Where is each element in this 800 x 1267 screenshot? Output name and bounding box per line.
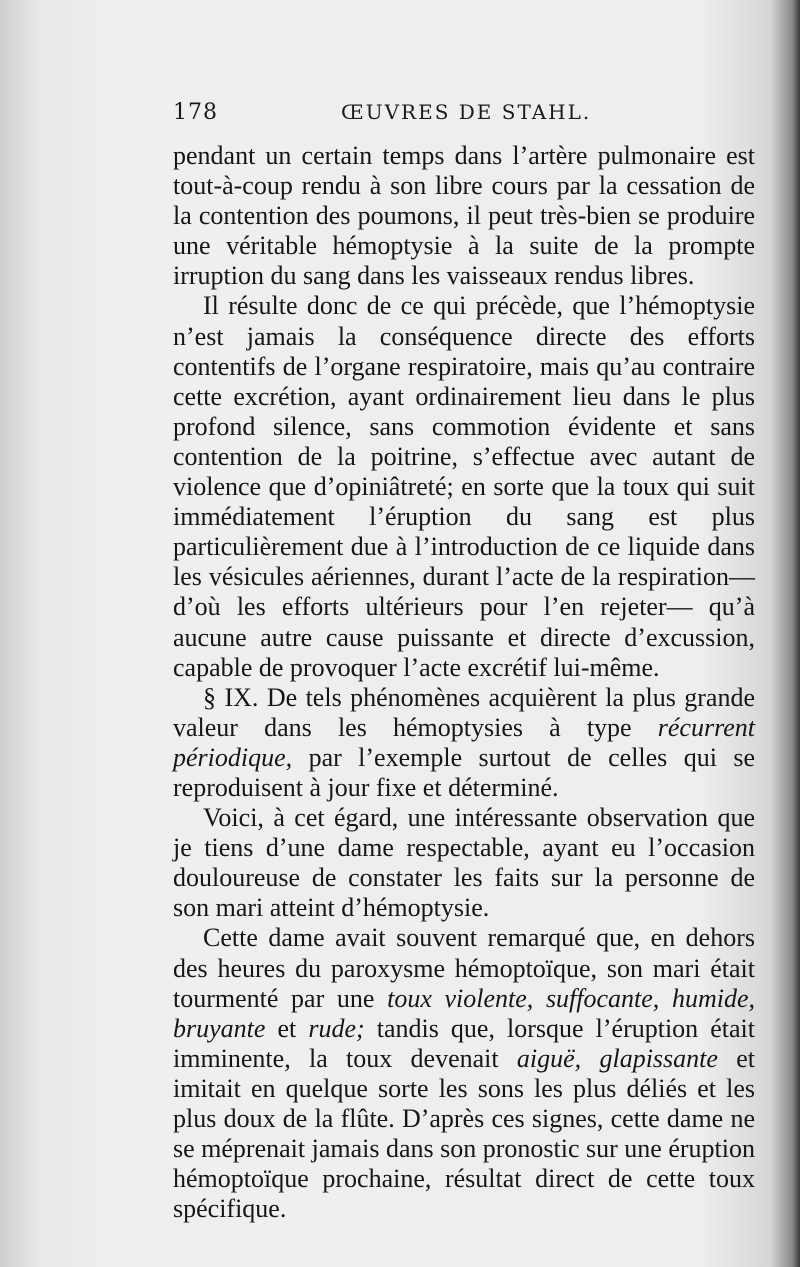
text-run: et imitait en quelque sorte les sons les plus déliés et les plus doux de la flûte. D’après ces signes, cette dame ne se méprenait jamais dans son pronostic sur une éruption hémoptoïque prochaine, résultat direct de cette toux spécifique. (173, 1043, 755, 1224)
italic-text-run: aiguë, glapissante (516, 1043, 718, 1073)
page-number: 178 (173, 100, 218, 125)
paragraph (173, 291, 755, 682)
body-text (173, 141, 755, 1224)
italic-text-run: toux violente, suffocante, humide, bruyante (173, 983, 755, 1043)
paragraph (173, 141, 755, 291)
text-run: et (265, 1013, 309, 1043)
text-run: par l’exemple surtout de celles qui se reproduisent à jour fixe et déterminé. (173, 742, 755, 802)
text-run: Cette dame avait souvent remarqué que, en dehors des heures du paroxysme hémoptoïque, son mari était tourmenté par une (173, 923, 755, 1013)
paragraph (173, 923, 755, 1224)
text-run: § IX. De tels phénomènes acquièrent la plus grande valeur dans les hémoptysies à type (173, 682, 755, 742)
paragraph (173, 803, 755, 923)
text-run: tandis que, lorsque l’éruption était imminente, la toux devenait (173, 1013, 756, 1073)
page-header (173, 96, 758, 132)
italic-text-run: récurrent périodique, (173, 712, 755, 772)
italic-text-run: rude; (308, 1013, 365, 1043)
paragraph (173, 683, 755, 803)
running-head: ŒUVRES DE STAHL. (341, 100, 592, 124)
text-run: Voici, à cet égard, une intéressante observation que je tiens d’une dame respectable, ayant eu l’occasion douloureuse de constater les faits sur la personne de son mari atteint d’hémoptysie. (173, 803, 755, 923)
text-run: Il résulte donc de ce qui précède, que l’hémoptysie n’est jamais la conséquence directe des efforts contentifs de l’organe respiratoire, mais qu’au contraire cette excrétion, ayant ordinairement lieu dans le plus profond silence, sans commotion évidente et sans contention de la poitrine, s’effectue avec autant de violence que d’opiniâtreté; en sorte que la toux qui suit immédiatement l’éruption du sang est plus particulièrement due à l’introduction de ce liquide dans les vésicules aériennes, durant l’acte de la respiration—d’où les efforts ultérieurs pour l’en rejeter— qu’à aucune autre cause puissante et directe d’excussion, capable de provoquer l’acte excrétif lui-même. (173, 291, 755, 682)
text-run: pendant un certain temps dans l’artère pulmonaire est tout-à-coup rendu à son libre cours par la cessation de la contention des poumons, il peut très-bien se produire une véritable hémoptysie à la suite de la prompte irruption du sang dans les vaisseaux rendus libres. (173, 141, 755, 291)
